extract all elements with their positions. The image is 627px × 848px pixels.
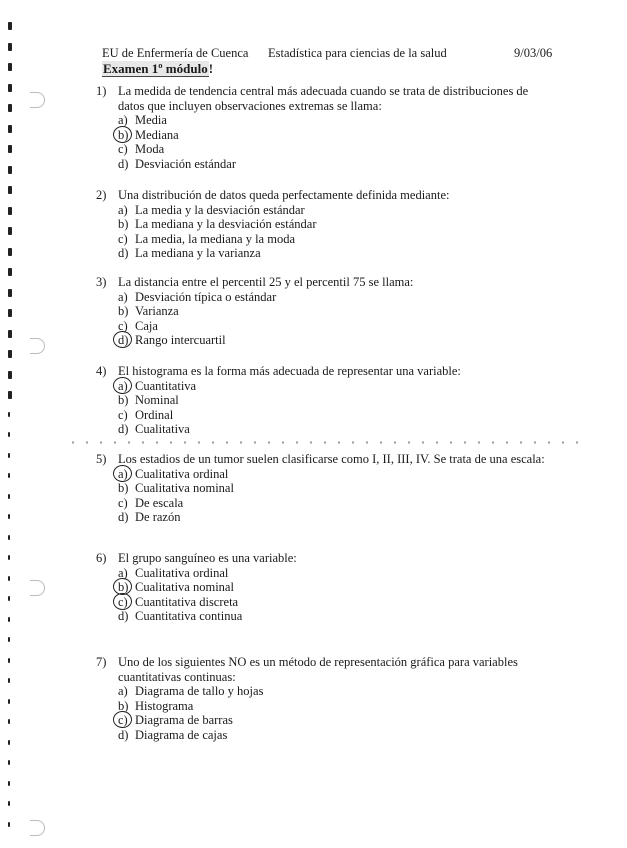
dotted-line (66, 441, 586, 444)
binding-mark (8, 84, 12, 92)
answer-option[interactable] (118, 580, 551, 595)
binding-mark (8, 740, 10, 745)
option-letter: a) (118, 565, 128, 580)
binding-mark (8, 371, 12, 379)
binding-mark (8, 473, 10, 478)
subject-name: Estadística para ciencias de la salud (268, 46, 447, 60)
question-text (96, 364, 551, 379)
binding-edge (0, 0, 40, 848)
question-statement: La medida de tendencia central más adecuada cuando se trata de distribuciones de datos que incluyen observaciones extremas se llama: (118, 84, 529, 113)
option-text: Media (135, 113, 167, 128)
option-letter: b) (118, 481, 129, 496)
exam-mark: ! (208, 61, 214, 76)
question-item (96, 364, 551, 437)
answer-option[interactable] (118, 128, 551, 143)
binding-mark (8, 330, 12, 338)
binding-mark (8, 309, 12, 317)
binding-mark (8, 494, 10, 499)
question-text (96, 551, 551, 566)
answer-option[interactable] (118, 393, 551, 408)
question-item (96, 275, 551, 348)
answer-option[interactable] (118, 304, 551, 319)
binding-mark (8, 412, 10, 417)
binding-mark (8, 268, 12, 276)
option-letter: d) (118, 727, 129, 742)
option-text: La media y la desviación estándar (135, 202, 305, 217)
circled-option-letter: b) (118, 580, 135, 595)
option-list (96, 467, 551, 525)
question-number: 7) (96, 655, 107, 669)
answer-option[interactable] (118, 684, 551, 699)
question-statement: Los estadios de un tumor suelen clasificarse como I, II, III, IV. Se trata de una escala: (118, 452, 545, 466)
binding-mark (8, 166, 12, 174)
option-text: La mediana y la varianza (135, 246, 261, 261)
answer-option[interactable] (118, 217, 551, 232)
question-text (96, 452, 551, 467)
question-number: 5) (96, 452, 107, 466)
answer-option[interactable] (118, 203, 551, 218)
option-text: Nominal (135, 393, 179, 408)
binding-mark (8, 781, 10, 786)
binding-mark (8, 678, 10, 683)
question-text (96, 188, 551, 203)
answer-option[interactable] (118, 333, 551, 348)
binding-mark (8, 514, 10, 519)
option-text: Rango intercuartil (135, 333, 226, 348)
binding-mark (8, 186, 12, 194)
binding-mark (8, 596, 10, 601)
binding-mark (8, 22, 12, 30)
option-text: Cualitativa (135, 422, 190, 437)
option-letter: c) (118, 495, 128, 510)
option-letter: b) (118, 698, 129, 713)
answer-option[interactable] (118, 113, 551, 128)
circled-option-letter: d) (118, 333, 135, 348)
option-letter: b) (118, 217, 129, 232)
option-list (96, 290, 551, 348)
option-letter: d) (118, 156, 129, 171)
option-text: Desviación estándar (135, 156, 237, 171)
exam-date: 9/03/06 (514, 46, 553, 60)
answer-option[interactable] (118, 595, 551, 610)
binding-mark (8, 391, 12, 399)
question-number: 1) (96, 84, 107, 98)
option-text: Ordinal (135, 407, 174, 422)
question-item (96, 655, 551, 743)
option-letter: a) (118, 289, 128, 304)
answer-option[interactable] (118, 728, 551, 743)
option-letter: c) (118, 142, 128, 157)
binding-mark (8, 104, 12, 112)
question-number: 4) (96, 364, 107, 378)
question-statement: Una distribución de datos queda perfectamente definida mediante: (118, 188, 450, 202)
option-text: Cualitativa nominal (135, 481, 234, 496)
binding-mark (8, 453, 10, 458)
question-number: 2) (96, 188, 107, 202)
answer-option[interactable] (118, 609, 551, 624)
option-text: De razón (135, 510, 181, 525)
option-text: Moda (135, 142, 165, 157)
option-text: Histograma (135, 698, 194, 713)
binding-mark (8, 248, 12, 256)
option-text: Diagrama de barras (135, 713, 233, 728)
binding-mark (8, 350, 12, 358)
question-item (96, 84, 551, 172)
question-item (96, 188, 551, 261)
exam-title (102, 61, 213, 76)
binding-mark (8, 535, 10, 540)
binding-mark (8, 145, 12, 153)
option-text: Desviación típica o estándar (135, 289, 277, 304)
question-number: 3) (96, 275, 107, 289)
option-letter: a) (118, 113, 128, 128)
option-text: Caja (135, 318, 158, 333)
answer-option[interactable] (118, 157, 551, 172)
binding-mark (8, 617, 10, 622)
question-statement: El histograma es la forma más adecuada de representar una variable: (118, 364, 461, 378)
binding-mark (8, 43, 12, 51)
question-statement: Uno de los siguientes NO es un método de representación gráfica para variables cuantitativas continuas: (118, 655, 518, 684)
option-letter: c) (118, 407, 128, 422)
option-letter: d) (118, 422, 129, 437)
circled-option-letter: c) (118, 595, 135, 610)
option-letter: d) (118, 609, 129, 624)
answer-option[interactable] (118, 379, 551, 394)
option-text: Cuantitativa continua (135, 609, 243, 624)
option-text: De escala (135, 495, 184, 510)
binding-mark (8, 63, 12, 71)
circled-option-letter: b) (118, 128, 135, 143)
binding-mark (8, 125, 12, 133)
question-statement: El grupo sanguíneo es una variable: (118, 551, 297, 565)
option-list (96, 566, 551, 624)
binding-mark (8, 719, 10, 724)
circled-option-letter: a) (118, 379, 135, 394)
option-list (96, 203, 551, 261)
answer-option[interactable] (118, 566, 551, 581)
answer-option[interactable] (118, 319, 551, 334)
option-text: Cualitativa nominal (135, 580, 234, 595)
question-number: 6) (96, 551, 107, 565)
option-text: Cualitativa ordinal (135, 466, 229, 481)
answer-option[interactable] (118, 142, 551, 157)
question-item (96, 551, 551, 624)
answer-option[interactable] (118, 246, 551, 261)
question-text (96, 84, 551, 113)
answer-option[interactable] (118, 422, 551, 437)
punch-hole (30, 580, 45, 596)
answer-option[interactable] (118, 232, 551, 247)
binding-mark (8, 289, 12, 297)
binding-mark (8, 555, 10, 560)
punch-hole (30, 92, 45, 108)
answer-option[interactable] (118, 510, 551, 525)
option-text: Diagrama de cajas (135, 727, 228, 742)
binding-mark (8, 576, 10, 581)
option-letter: d) (118, 510, 129, 525)
option-text: Cuantitativa (135, 378, 197, 393)
option-list (96, 684, 551, 742)
option-text: Varianza (135, 304, 179, 319)
question-text (96, 655, 551, 684)
exam-label: Examen 1º módulo (103, 61, 208, 76)
institution-name: EU de Enfermería de Cuenca (102, 46, 249, 60)
option-text: Diagrama de tallo y hojas (135, 684, 264, 699)
option-text: Cuantitativa discreta (135, 594, 239, 609)
answer-option[interactable] (118, 713, 551, 728)
option-text: Mediana (135, 127, 179, 142)
binding-mark (8, 432, 10, 437)
circled-option-letter: c) (118, 713, 135, 728)
answer-option[interactable] (118, 699, 551, 714)
option-text: La mediana y la desviación estándar (135, 217, 317, 232)
question-item (96, 452, 551, 525)
question-statement: La distancia entre el percentil 25 y el percentil 75 se llama: (118, 275, 414, 289)
option-letter: b) (118, 304, 129, 319)
binding-mark (8, 801, 10, 806)
punch-hole (30, 820, 45, 836)
option-letter: c) (118, 318, 128, 333)
punch-hole (30, 338, 45, 354)
answer-option[interactable] (118, 481, 551, 496)
option-list (96, 379, 551, 437)
binding-mark (8, 658, 10, 663)
binding-mark (8, 822, 10, 827)
binding-mark (8, 699, 10, 704)
answer-option[interactable] (118, 467, 551, 482)
binding-mark (8, 207, 12, 215)
binding-mark (8, 760, 10, 765)
option-letter: d) (118, 246, 129, 261)
question-text (96, 275, 551, 290)
circled-option-letter: a) (118, 467, 135, 482)
option-letter: c) (118, 231, 128, 246)
binding-mark (8, 227, 12, 235)
option-letter: b) (118, 393, 129, 408)
option-letter: a) (118, 202, 128, 217)
option-text: Cualitativa ordinal (135, 565, 229, 580)
option-text: La media, la mediana y la moda (135, 231, 296, 246)
answer-option[interactable] (118, 496, 551, 511)
answer-option[interactable] (118, 290, 551, 305)
option-list (96, 113, 551, 171)
answer-option[interactable] (118, 408, 551, 423)
option-letter: a) (118, 684, 128, 699)
binding-mark (8, 637, 10, 642)
